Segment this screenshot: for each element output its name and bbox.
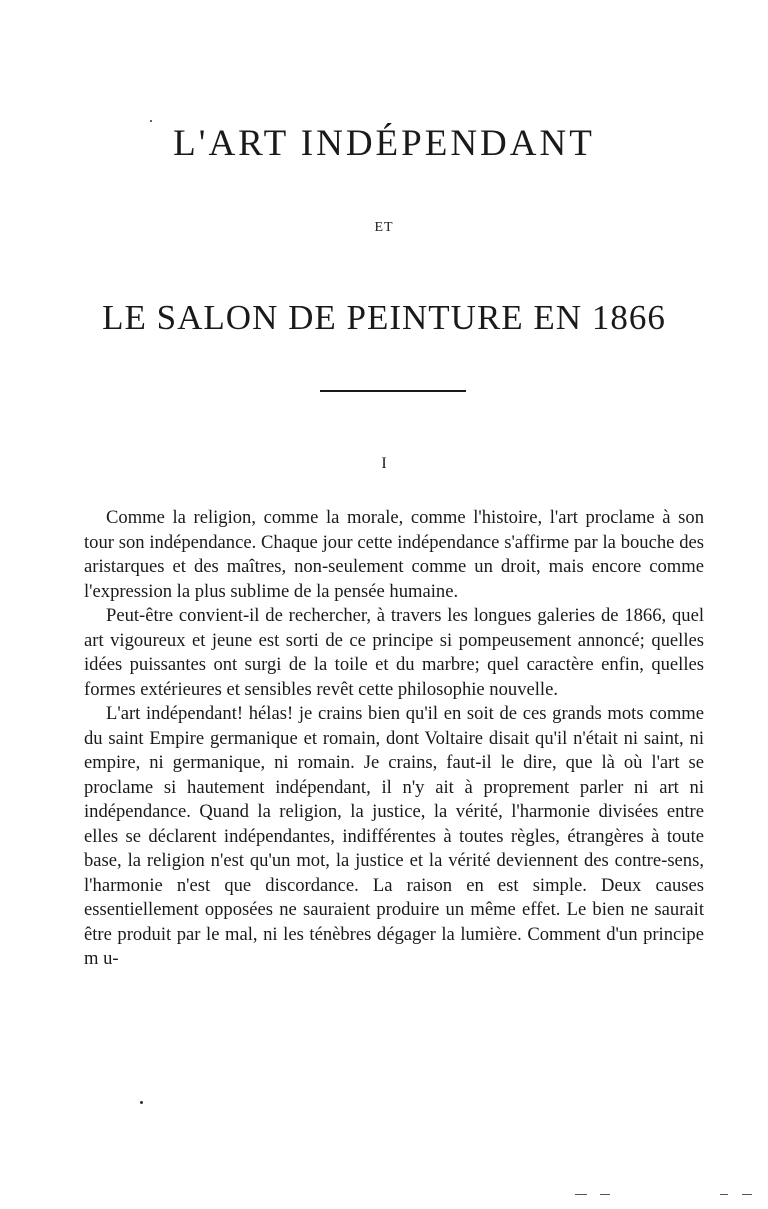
paragraph-2: Peut-être convient-il de rechercher, à travers les longues galeries de 1866, quel art vigoureux et jeune est sorti de ce principe si pompeusement annoncé; quelles idées puissantes ont surgi de la toile et du marbre; quel caractère enfin, quelles formes extérieures et sensibles revêt cette philosophie nouvelle. bbox=[84, 605, 704, 700]
edge-mark bbox=[600, 1194, 610, 1195]
edge-mark bbox=[720, 1194, 728, 1195]
edge-mark bbox=[742, 1194, 752, 1195]
title-conjunction: ET bbox=[374, 220, 394, 235]
section-number: I bbox=[381, 455, 387, 472]
paragraph-3: L'art indépendant! hélas! je crains bien qu'il en soit de ces grands mots comme du saint Empire germanique et romain, dont Voltaire disait qu'il n'était ni saint, ni empire, ni germanique, ni romain. Je crains, faut-il le dire, que là où l'art se proclame si hautement indépendant, il n'y ait à proprement parler ni art ni indépendance. Quand la religion, la justice, la vérité, l'harmonie divisées entre elles se déclarent indépendantes, indifférentes à toutes règles, étrangères à toute base, la religion n'est qu'un mot, la justice et la vérité deviennent des contre-sens, l'harmonie n'est que discordance. La raison en est simple. Deux causes essentiellement opposées ne sauraient produire un même effet. Le bien ne saurait être produit par le mal, ni les ténèbres dégager la lumière. Comment d'un principe m u- bbox=[84, 703, 704, 969]
chapter-subtitle: LE SALON DE PEINTURE EN 1866 bbox=[102, 298, 666, 337]
chapter-title: L'ART INDÉPENDANT bbox=[173, 123, 595, 164]
edge-mark bbox=[575, 1194, 587, 1195]
print-speck bbox=[140, 1101, 143, 1104]
print-speck bbox=[150, 120, 152, 122]
body-text bbox=[84, 506, 704, 972]
title-divider bbox=[320, 390, 466, 392]
paragraph-1: Comme la religion, comme la morale, comme l'histoire, l'art proclame à son tour son indépendance. Chaque jour cette indépendance s'affirme par la bouche des aristarques et des maîtres, non-seulement comme un droit, mais encore comme l'expression la plus sublime de la pensée humaine. bbox=[84, 507, 704, 602]
